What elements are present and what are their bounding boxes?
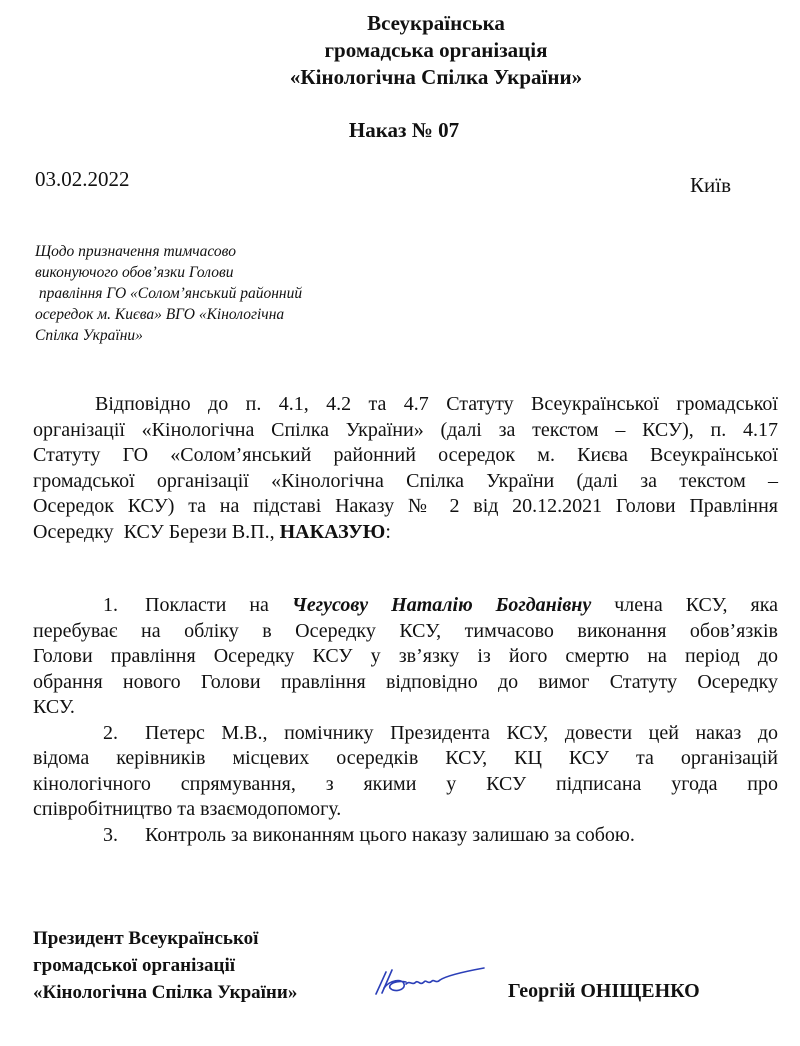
item-line: обрання нового Голови правління відповідно до вимог Статуту Осередку <box>33 670 778 693</box>
signatory-title <box>33 925 297 1006</box>
org-name-line-3: «Кінологічна Спілка України» <box>289 65 583 89</box>
preamble-last-line <box>33 520 778 546</box>
signer-name: Георгій ОНІЩЕНКО <box>508 980 700 1002</box>
item-text: Петерс М.В., помічнику Президента КСУ, довести цей наказ до <box>145 721 778 744</box>
signatory-title-line: Президент Всеукраїнської <box>33 928 259 949</box>
signatory-title-line: «Кінологічна Спілка України» <box>33 982 298 1003</box>
item-first-line <box>33 593 778 619</box>
preamble-line: Статуту ГО «Солом’янський районний осередок м. Києва Всеукраїнської <box>33 444 778 466</box>
order-subject <box>35 241 365 346</box>
preamble-line: Осередок КСУ) та на підставі Наказу № 2 від 20.12.2021 Голови Правління <box>33 495 778 517</box>
item-line: Голови правління Осередку КСУ у зв’язку із його смертю на період до <box>33 645 778 667</box>
item-line: КСУ. <box>33 696 75 718</box>
order-command: НАКАЗУЮ <box>279 520 386 543</box>
subject-line: правління ГО «Солом’янський районний <box>35 285 303 302</box>
item-first-line <box>33 823 778 849</box>
item-number: 3. <box>103 823 118 846</box>
item-line: кінологічного спрямування, з якими у КСУ підписана угода про <box>33 772 778 795</box>
org-name-line-1: Всеукраїнська <box>367 11 505 35</box>
preamble-line: організації «Кінологічна Спілка України» (далі за текстом – КСУ), п. 4.17 <box>33 418 778 441</box>
org-name-line-2: громадська організація <box>324 38 548 62</box>
item-lead: Покласти на <box>145 594 292 616</box>
order-title: Наказ № 07 <box>348 118 460 142</box>
organization-header <box>0 10 800 91</box>
order-command-suffix: : <box>385 520 391 543</box>
subject-line: осередок м. Києва» ВГО «Кінологічна <box>35 306 285 323</box>
item-line: співробітництво та взаємодопомогу. <box>33 798 342 820</box>
subject-line: виконуючого обов’язки Голови <box>35 264 234 281</box>
order-item <box>33 721 778 823</box>
preamble-paragraph <box>33 392 778 545</box>
signatory-title-line: громадської організації <box>33 955 236 976</box>
item-line: відома керівників місцевих осередків КСУ, КЦ КСУ та організацій <box>33 747 778 769</box>
item-first-line <box>33 721 778 747</box>
subject-line: Спілка України» <box>35 327 143 344</box>
subject-line: Щодо призначення тимчасово <box>35 243 236 260</box>
preamble-line: громадської організації «Кінологічна Спілка України (далі за текстом – <box>33 469 778 492</box>
preamble-line: Осередку КСУ Берези В.П., <box>33 520 280 543</box>
item-first-rest: члена КСУ, яка <box>591 594 778 616</box>
order-item <box>33 593 778 721</box>
signature-strokes <box>376 968 484 994</box>
order-city: Київ <box>690 173 731 197</box>
preamble-line: Відповідно до п. 4.1, 4.2 та 4.7 Статуту Всеукраїнської громадської <box>95 393 778 415</box>
order-item <box>33 823 778 849</box>
item-text: Контроль за виконанням цього наказу залишаю за собою. <box>145 823 635 846</box>
item-line: перебуває на обліку в Осередку КСУ, тимчасово виконання обов’язків <box>33 619 778 642</box>
appointee-name: Чегусову Наталію Богданівну <box>291 594 592 616</box>
order-items <box>33 593 778 848</box>
order-date: 03.02.2022 <box>35 167 130 191</box>
item-number: 2. <box>103 721 118 744</box>
handwritten-signature <box>372 960 492 1000</box>
item-number: 1. <box>103 594 118 616</box>
